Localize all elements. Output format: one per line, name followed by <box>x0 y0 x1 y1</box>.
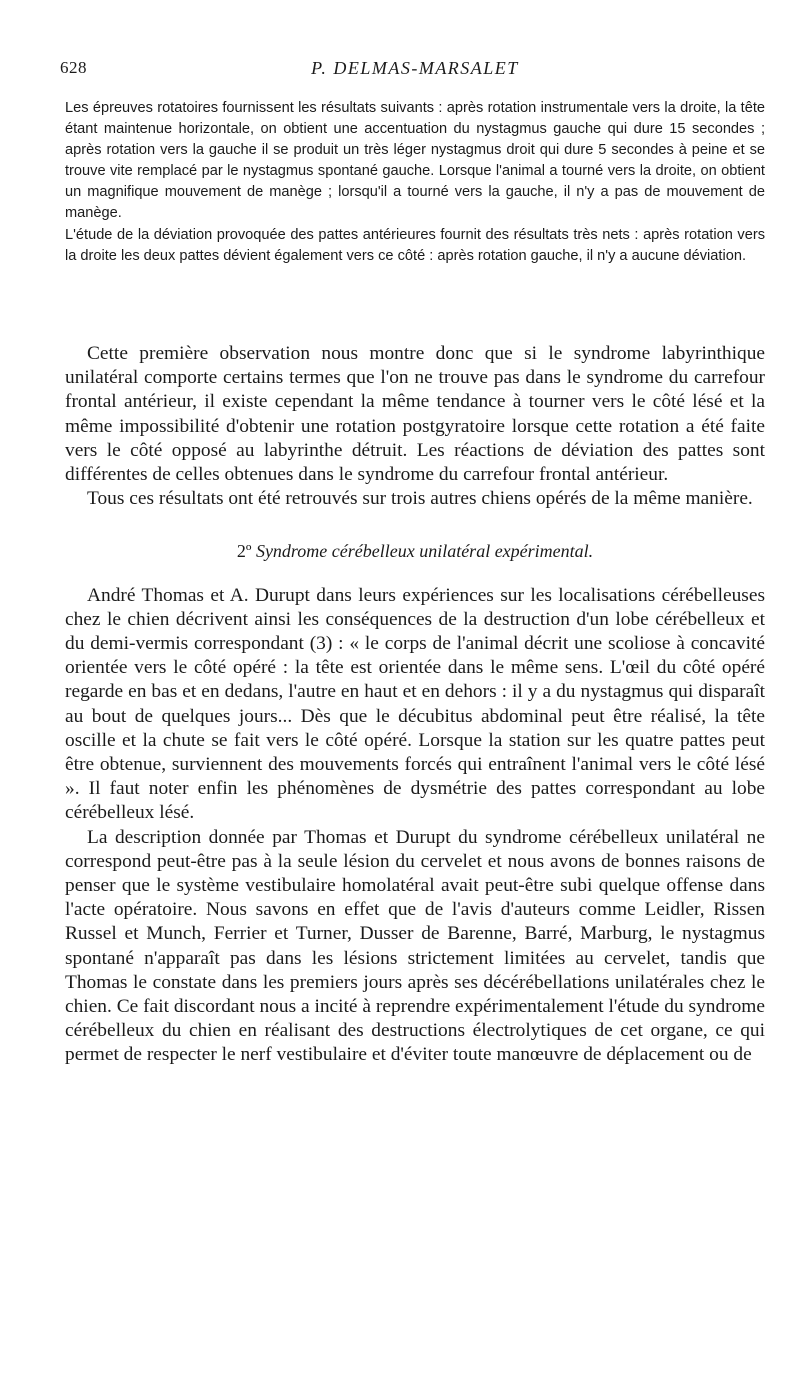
body-paragraph: Tous ces résultats ont été retrouvés sur trois autres chiens opérés de la même manière. <box>87 488 753 510</box>
small-paragraph: Les épreuves rotatoires fournissent les résultats suivants : après rotation instrumentale vers la droite, la tête étant maintenue horizontale, on obtient une accentuation du nystagmus gauche qui dure 15 secondes ; après rotation vers la gauche il se produit un très léger nystagmus droit qui dure 5 secondes à peine et se trouve vite remplacé par le nystagmus spontané gauche. Lorsque l'animal a tourné vers la droite, on obtient un magnifique mouvement de manège ; lorsqu'il a tourné vers la gauche, il n'y a pas de mouvement de manège. <box>65 100 765 222</box>
page-number: 628 <box>60 58 87 77</box>
section-number: 2º <box>236 541 252 562</box>
main-text <box>65 342 765 1068</box>
body-paragraph: La description donnée par Thomas et Durupt du syndrome cérébelleux unilatéral ne correspond peut-être pas à la seule lésion du cervelet et nous avons de bonnes raisons de penser que le système vestibulaire homolatéral avait peut-être subi quelque offense dans l'acte opératoire. Nous savons en effet que de l'avis d'auteurs comme Leidler, Rissen Russel et Munch, Ferrier et Turner, Dusser de Barenne, Barré, Marburg, le nystagmus spontané n'apparaît pas dans les lésions strictement limitées au cervelet, tandis que Thomas le constate dans les premiers jours après ses décérébellations unilatérales chez le chien. Ce fait discordant nous a incité à reprendre expérimentalement l'étude du syndrome cérébelleux du chien en réalisant des destructions électrolytiques de cet organe, ce qui permet de respecter le nerf vestibulaire et d'éviter toute manœuvre de déplacement ou de <box>65 826 765 1066</box>
page-header <box>60 58 770 84</box>
body-paragraph: André Thomas et A. Durupt dans leurs expériences sur les localisations cérébelleuses chez le chien décrivent ainsi les conséquences de la destruction d'un lobe cérébelleux et du demi-vermis correspondant (3) : « le corps de l'animal décrit une scoliose à concavité orientée vers le côté opéré : la tête est orientée dans le même sens. L'œil du côté opéré regarde en bas et en dedans, l'autre en haut et en dehors : il y a du nystagmus qui disparaît au bout de quelques jours... Dès que le décubitus abdominal peut être réalisé, la tête oscille et la chute se fait vers le côté opéré. Lorsque la station sur les quatre pattes peut être obtenue, surviennent des mouvements forcés qui entraînent l'animal vers le côté lésé ». Il faut noter enfin les phénomènes de dysmétrie des pattes correspondant au lobe cérébelleux lésé. <box>65 584 765 824</box>
observation-notes <box>65 98 765 267</box>
body-paragraph: Cette première observation nous montre donc que si le syndrome labyrinthique unilatéral comporte certains termes que l'on ne trouve pas dans le syndrome du carrefour frontal antérieur, il existe cependant la même tendance à tourner vers le côté lésé et la même impossibilité d'obtenir une rotation postgyratoire lorsque cette rotation a été faite vers le côté opposé au labyrinthe détruit. Les réactions de déviation des pattes sont différentes de celles obtenues dans le syndrome du carrefour frontal antérieur. <box>65 343 765 486</box>
running-head: P. DELMAS-MARSALET <box>311 58 519 78</box>
section-title: Syndrome cérébelleux unilatéral expérimental. <box>255 541 594 562</box>
section-heading <box>65 539 765 563</box>
small-paragraph: L'étude de la déviation provoquée des pattes antérieures fournit des résultats très nets : après rotation vers la droite les deux pattes dévient également vers ce côté : après rotation gauche, il n'y a aucune déviation. <box>65 226 765 264</box>
